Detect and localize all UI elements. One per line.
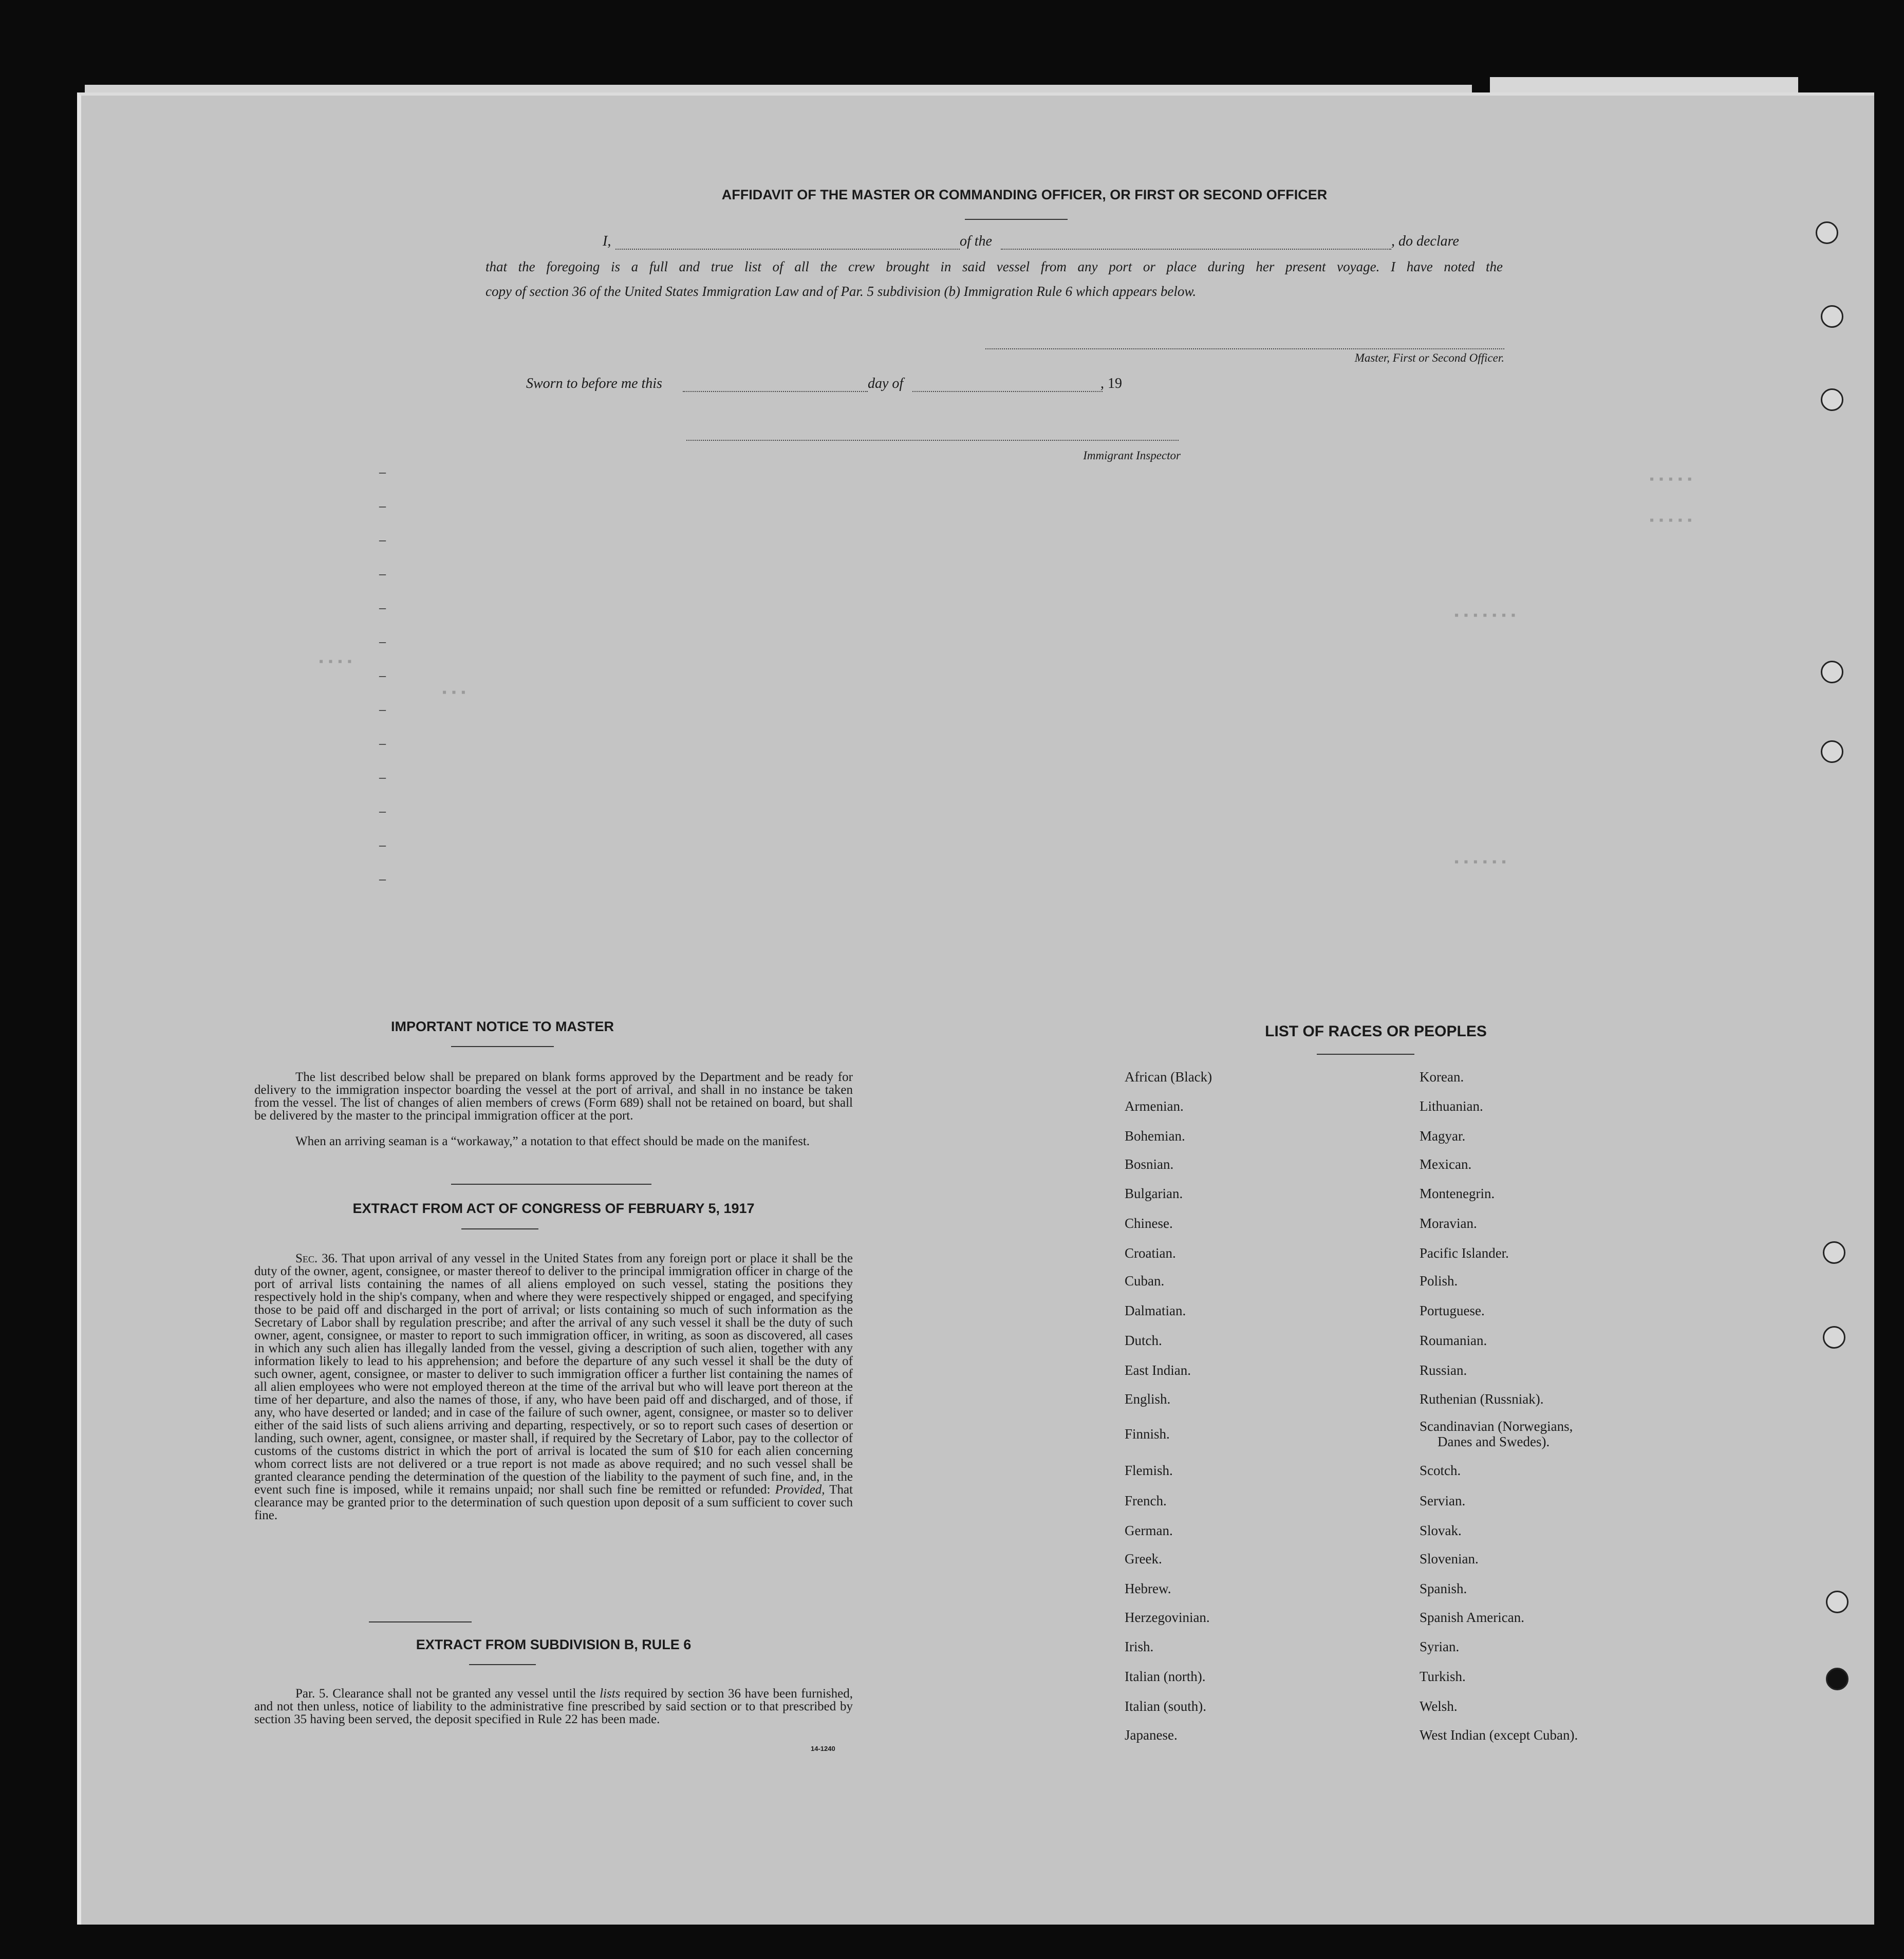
section-divider [369, 1621, 472, 1622]
sworn-day-blank [683, 391, 868, 392]
vessel-blank [1001, 249, 1391, 250]
lists-word: lists [600, 1687, 621, 1701]
race-item: Syrian. [1420, 1639, 1460, 1654]
race-item: Ruthenian (Russniak). [1420, 1391, 1544, 1407]
race-item: Portuguese. [1420, 1303, 1485, 1318]
punch-hole [1821, 388, 1843, 411]
extract-act-text: That upon arrival of any vessel in the United States from any foreign port or place it shall be the duty of the owner, agent, consignee, or master thereof to deliver to the principal immigration officer in charge of the port of arrival lists containing the names of all aliens employed on such vessel, stating the positions they respectively hold in the ship's company, when and where they were respectively shipped or engaged, and specifying those to be paid off and discharged in the port of arrival; or lists containing so much of such information as the Secretary of Labor shall by regulation prescribe; and after the arrival of any such vessel it shall be the duty of such owner, agent, consignee, or master to report to such immigration officer, in writing, as soon as discovered, all cases in which any such alien has illegally landed from the vessel, giving a description of such alien, together with any information likely to lead to his apprehension; and before the departure of any such vessel it shall be the duty of such owner, agent, consignee, or master to deliver to such immigration officer a further list containing the names of all alien employees who were not employed thereon at the time of the arrival but who will leave port thereon at the time of her departure, and also the names of those, if any, who have been paid off and discharged, and of those, if any, who have deserted or landed; and in case of the failure of such owner, agent, consignee, or master so to deliver either of the said lists of such aliens arriving and departing, respectively, or so to report such cases of desertion or landing, such owner, agent, consignee, or master shall, if required by the Secretary of Labor, pay to the collector of customs of the customs district in which the port of arrival is located the sum of $10 for each alien concerning whom correct lists are not delivered or a true report is not made as above required; and no such vessel shall be granted clearance pending the determination of the question of the liability to the payment of such fine, and, in the event such fine is imposed, while it remains unpaid; nor shall such fine be remitted or refunded: [254, 1252, 853, 1497]
races-title: LIST OF RACES OR PEOPLES [1265, 1023, 1487, 1040]
notice-paragraph: The list described below shall be prepared on blank forms approved by the Department and be ready for delivery to the immigration inspector boarding the vessel at the port of arrival, and shall in no instance be taken from the vessel. The list of changes of alien members of crews (Form 689) shall not be retained on board, but shall be delivered by the master to the principal immigration officer at the port. [254, 1070, 853, 1123]
extract-act-body [254, 1252, 853, 1522]
race-item: Bulgarian. [1125, 1186, 1183, 1201]
races-title-underline [1317, 1054, 1414, 1055]
race-item: German. [1125, 1523, 1173, 1538]
race-item: Welsh. [1420, 1699, 1458, 1714]
race-item: Dutch. [1125, 1333, 1162, 1348]
punch-hole [1826, 1668, 1849, 1690]
notice-title: IMPORTANT NOTICE TO MASTER [391, 1019, 614, 1034]
race-item: Croatian. [1125, 1245, 1176, 1261]
race-item: Turkish. [1420, 1669, 1466, 1684]
punch-hole [1826, 1591, 1849, 1613]
race-item: Servian. [1420, 1493, 1466, 1508]
race-item: Mexican. [1420, 1156, 1472, 1172]
form-number: 14-1240 [811, 1745, 835, 1752]
extract-rule-body [254, 1687, 853, 1726]
of-the-label: of the [960, 233, 992, 249]
race-item: Slovenian. [1420, 1551, 1479, 1566]
race-item: Cuban. [1125, 1273, 1165, 1289]
race-item: Spanish. [1420, 1581, 1467, 1596]
i-label: I, [603, 233, 611, 249]
race-item: Greek. [1125, 1551, 1162, 1566]
do-declare-label: , do declare [1391, 233, 1459, 249]
race-item: Spanish American. [1420, 1610, 1524, 1625]
race-item: Scandinavian (Norwegians, [1420, 1419, 1573, 1434]
punch-hole [1823, 1326, 1845, 1349]
race-item: Russian. [1420, 1363, 1467, 1378]
bleed-through-mark: ▪▪▪▪ [318, 656, 356, 669]
race-item: Irish. [1125, 1639, 1154, 1654]
punch-hole [1816, 221, 1838, 244]
bleed-through-mark: ▪▪▪▪▪▪ [1453, 856, 1510, 870]
notice-title-underline [451, 1046, 554, 1047]
bleed-through-mark: ▪▪▪▪▪ [1648, 473, 1696, 487]
document-page [77, 92, 1874, 1925]
race-item: Hebrew. [1125, 1581, 1171, 1596]
race-item: Bohemian. [1125, 1128, 1185, 1144]
section-divider [451, 1184, 651, 1185]
race-item: Chinese. [1125, 1216, 1173, 1231]
race-item: Dalmatian. [1125, 1303, 1186, 1318]
year-label: , 19 [1100, 376, 1122, 391]
race-item: East Indian. [1125, 1363, 1191, 1378]
punch-hole [1821, 305, 1843, 328]
race-item: Polish. [1420, 1273, 1458, 1289]
proviso-word: Provided, [775, 1483, 825, 1497]
notice-paragraph: When an arriving seaman is a “workaway,” a notation to that effect should be made on the manifest. [295, 1134, 810, 1148]
race-item: French. [1125, 1493, 1167, 1508]
race-item: Lithuanian. [1420, 1098, 1483, 1114]
punch-hole [1821, 661, 1843, 683]
extract-rule-text-end: required by section 36 have been furnished, and not then unless, notice of liability to the administrative fine prescribed by said section or to that prescribed by section 35 having been served, the deposit specified in Rule 22 has been made. [254, 1687, 853, 1726]
race-item: Magyar. [1420, 1128, 1466, 1144]
officer-signature-line [985, 348, 1504, 349]
race-item-continuation: Danes and Swedes). [1438, 1434, 1550, 1449]
race-item: Scotch. [1420, 1463, 1461, 1478]
punch-hole [1823, 1241, 1845, 1264]
race-item: Armenian. [1125, 1098, 1184, 1114]
extract-act-title: EXTRACT FROM ACT OF CONGRESS OF FEBRUARY 5, 1917 [352, 1201, 755, 1216]
race-item: Finnish. [1125, 1426, 1170, 1442]
extract-act-text-end: That clearance may be granted prior to the determination of such question upon deposit of a sum sufficient to cover such fine. [254, 1483, 853, 1522]
race-item: Moravian. [1420, 1216, 1477, 1231]
extract-rule-title: EXTRACT FROM SUBDIVISION B, RULE 6 [416, 1637, 692, 1652]
day-of-label: day of [868, 376, 904, 391]
bleed-through-mark: ▪▪▪ [441, 686, 470, 700]
extract-rule-underline [469, 1664, 536, 1665]
section-label: Sec. 36. [295, 1252, 338, 1265]
race-item: Slovak. [1420, 1523, 1462, 1538]
sworn-month-blank [912, 391, 1103, 392]
title-underline [965, 219, 1068, 220]
affidavit-title: AFFIDAVIT OF THE MASTER OR COMMANDING OFFICER, OR FIRST OR SECOND OFFICER [721, 187, 1328, 202]
margin-dash-column: – – – – – – – – – – – – – [379, 464, 386, 886]
name-blank [615, 249, 960, 250]
race-item: Bosnian. [1125, 1156, 1174, 1172]
race-item: Italian (north). [1125, 1669, 1206, 1684]
race-item: Herzegovinian. [1125, 1610, 1210, 1625]
race-item: Montenegrin. [1420, 1186, 1495, 1201]
bleed-through-mark: ▪▪▪▪▪▪▪ [1453, 609, 1519, 623]
race-item: Roumanian. [1420, 1333, 1487, 1348]
bleed-through-mark: ▪▪▪▪▪ [1648, 514, 1696, 528]
punch-hole [1821, 740, 1843, 763]
extract-act-underline [461, 1228, 538, 1229]
inspector-label: Immigrant Inspector [1083, 449, 1181, 462]
race-item: West Indian (except Cuban). [1420, 1727, 1578, 1743]
race-item: English. [1125, 1391, 1171, 1407]
extract-rule-text: Par. 5. Clearance shall not be granted any vessel until the [295, 1687, 600, 1701]
race-item: Flemish. [1125, 1463, 1173, 1478]
affidavit-body-line: copy of section 36 of the United States Immigration Law and of Par. 5 subdivision (b) Immigration Rule 6 which appears below. [486, 284, 1197, 299]
officer-signature-label: Master, First or Second Officer. [1354, 351, 1504, 364]
inspector-signature-line [686, 440, 1179, 441]
race-item: Korean. [1420, 1069, 1464, 1085]
race-item: Italian (south). [1125, 1699, 1206, 1714]
sworn-prefix: Sworn to before me this [526, 376, 662, 391]
race-item: Japanese. [1125, 1727, 1178, 1743]
race-item: Pacific Islander. [1420, 1245, 1509, 1261]
affidavit-body-line: that the foregoing is a full and true list of all the crew brought in said vessel from any port or place during her present voyage. I have noted the [486, 259, 1503, 274]
race-item: African (Black) [1125, 1069, 1212, 1085]
